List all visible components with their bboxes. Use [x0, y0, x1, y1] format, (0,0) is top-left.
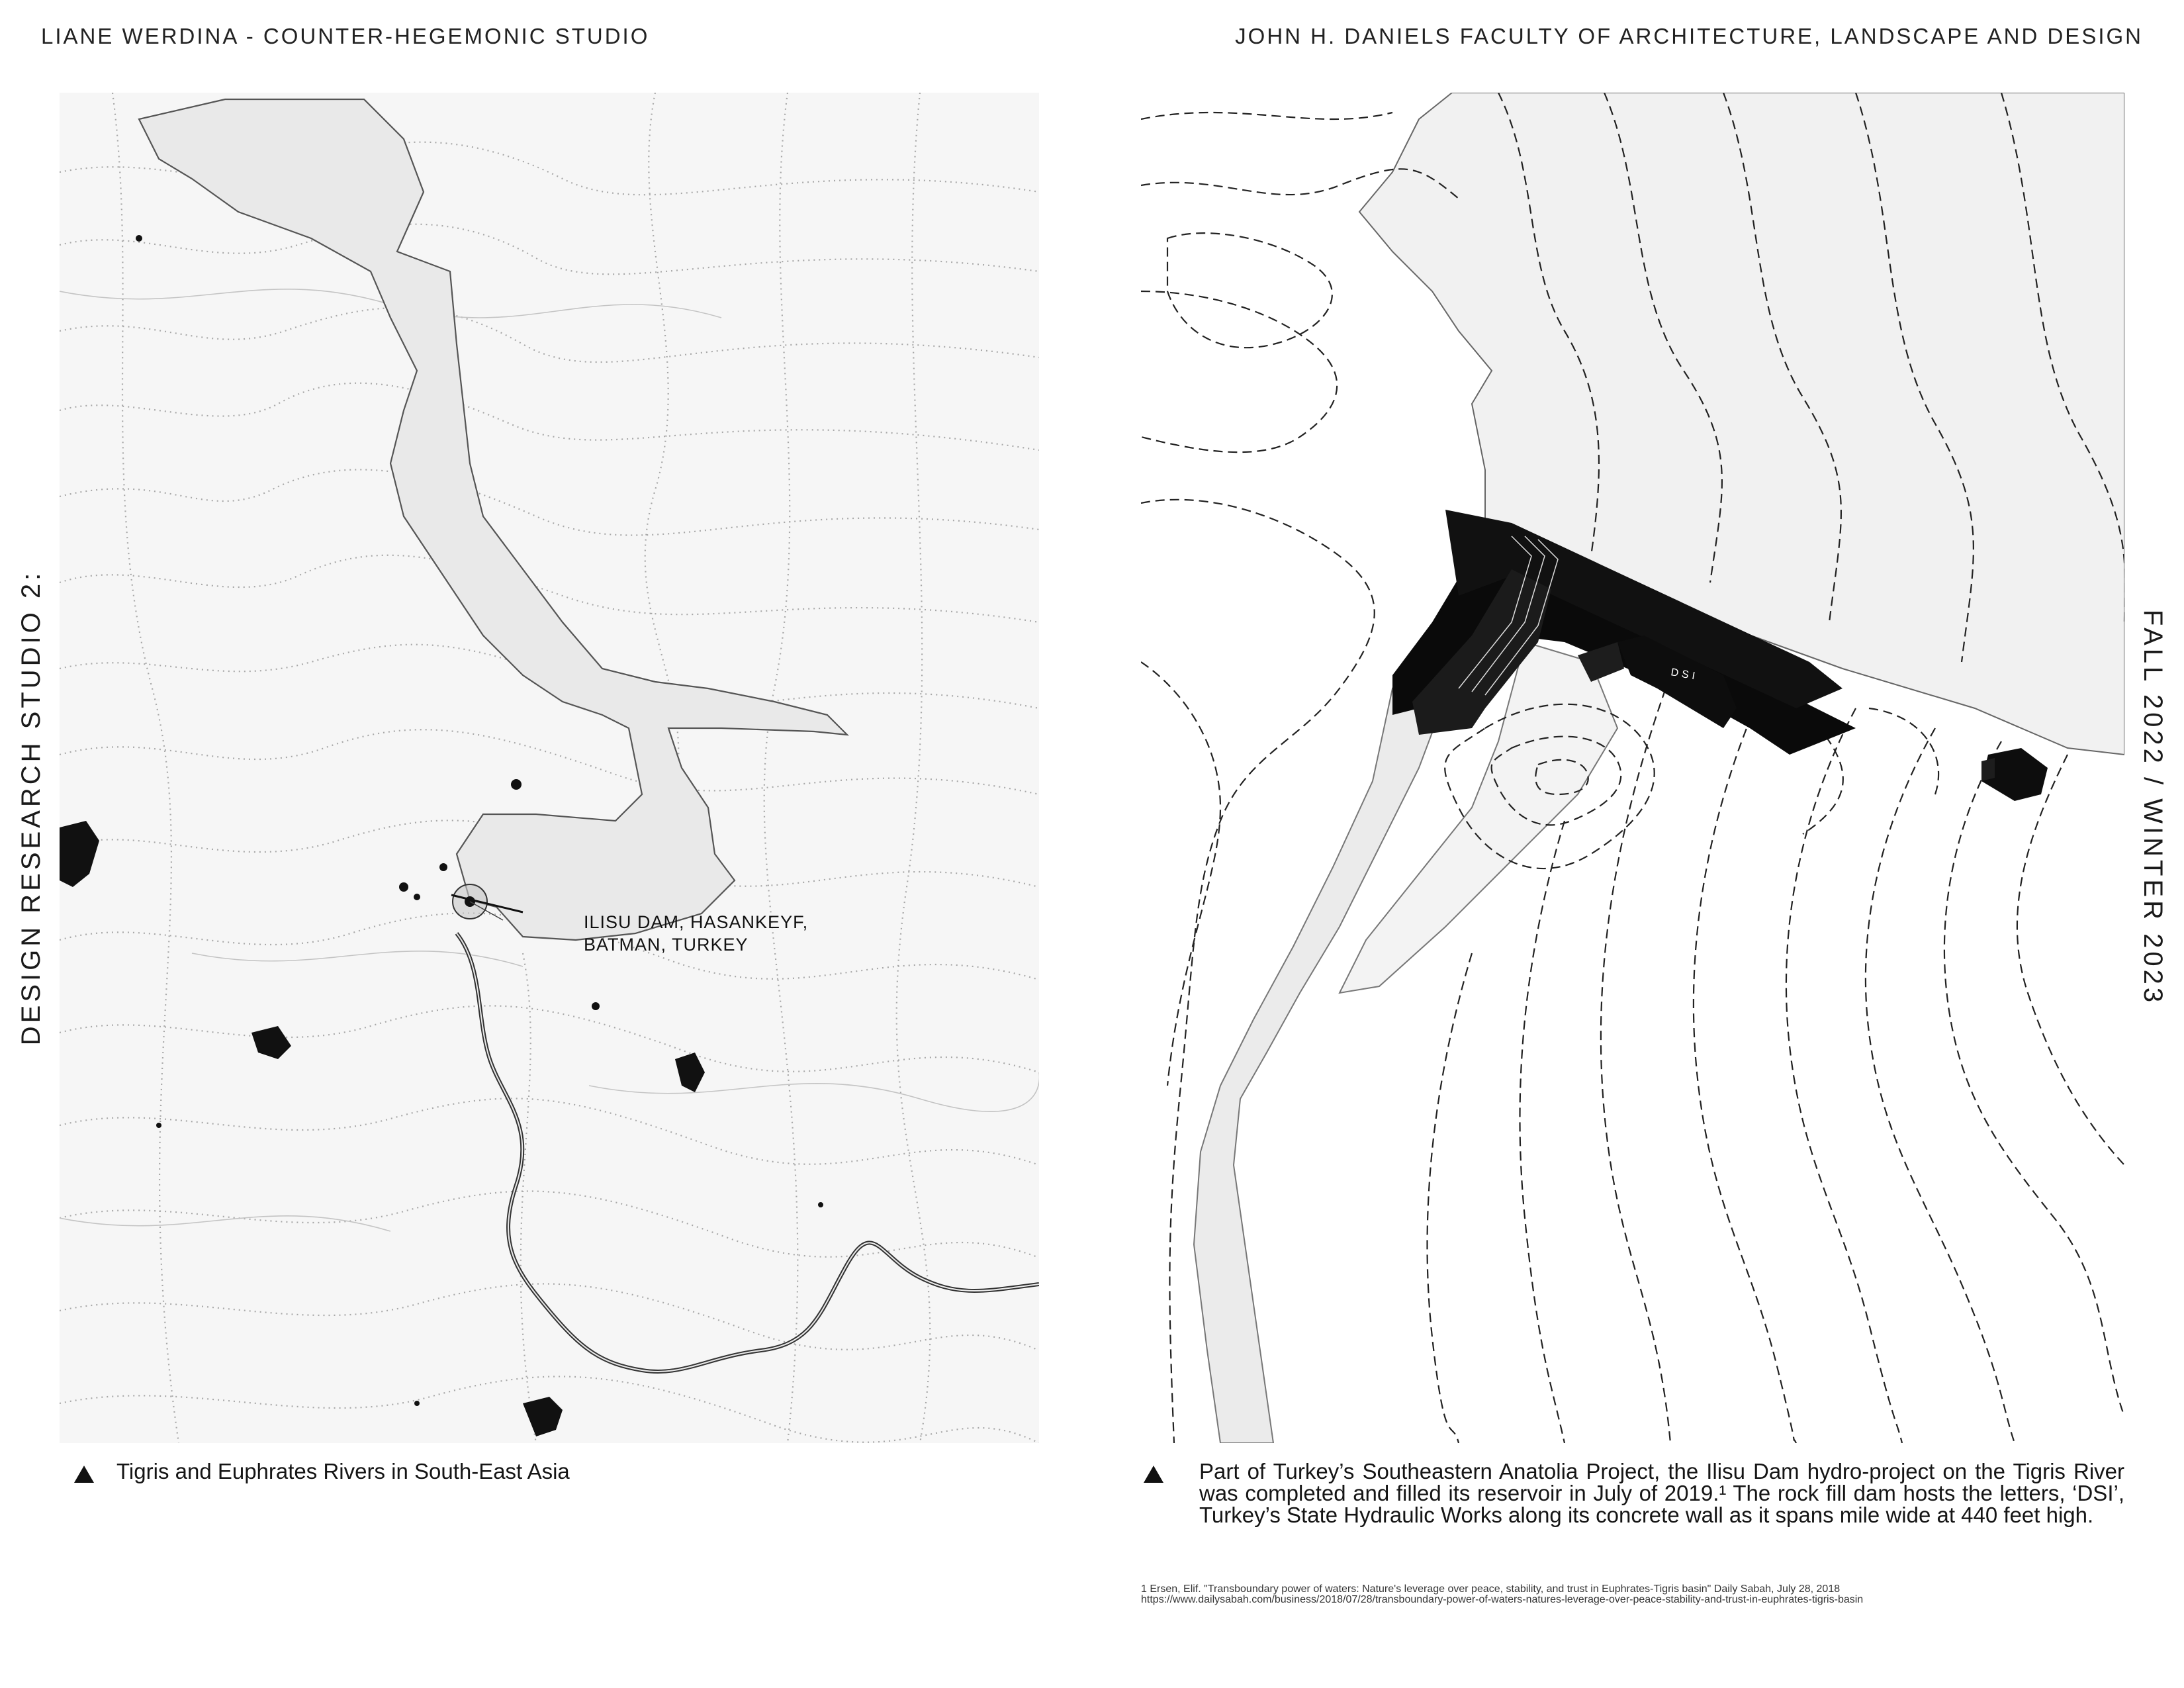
tigris-river: [457, 933, 1039, 1372]
riverbed: [1194, 688, 1439, 1443]
footnote-citation: 1 Ersen, Elif. "Transboundary power of waters: Nature's leverage over peace, stability, and trust in Euphrates-Tigris basin" Daily Sabah, July 28, 2018: [1141, 1583, 1841, 1595]
dam-lettering: DSI: [1670, 667, 1700, 683]
site-label: [584, 911, 808, 956]
footnote-url: https://www.dailysabah.com/business/2018/07/28/transboundary-power-of-waters-natures-leverage-over-peace-stability-and-trust-in-euphrates-tigris-basin: [1141, 1594, 1864, 1605]
left-caption-text: Tigris and Euphrates Rivers in South-East Asia: [116, 1459, 570, 1483]
regional-map: [60, 93, 1039, 1443]
dam-site-drawing: [1141, 93, 2124, 1443]
caption-triangle-icon: [74, 1466, 94, 1483]
right-caption-text: Part of Turkey’s Southeastern Anatolia Project, the Ilisu Dam hydro-project on the Tigris River was completed and filled its reservoir in July of 2019.¹ The rock fill dam hosts the letters, ‘DSI’, Turkey’s State Hydraulic Works along its concrete wall as it spans mile wide at 440 feet high.: [1199, 1459, 2124, 1527]
secondary-terrain: [60, 289, 1039, 1231]
right-figure-caption: [1144, 1460, 2124, 1526]
regional-map-drawing: [60, 93, 1039, 1443]
dam-site-svg: [1141, 93, 2124, 1443]
left-figure-caption: [74, 1460, 570, 1483]
reservoir-area: [139, 99, 847, 940]
footnote: [1141, 1584, 2101, 1605]
site-label-line1: ILISU DAM, HASANKEYF,: [584, 912, 809, 932]
header-left-title: LIANE WERDINA - COUNTER-HEGEMONIC STUDIO: [41, 24, 650, 48]
caption-triangle-icon: [1144, 1466, 1163, 1483]
header-right-title: JOHN H. DANIELS FACULTY OF ARCHITECTURE, LANDSCAPE AND DESIGN: [1235, 24, 2143, 48]
side-title-term: FALL 2022 / WINTER 2023: [2138, 609, 2167, 1006]
site-label-line2: BATMAN, TURKEY: [584, 935, 749, 955]
side-title-studio: DESIGN RESEARCH STUDIO 2:: [17, 569, 46, 1046]
